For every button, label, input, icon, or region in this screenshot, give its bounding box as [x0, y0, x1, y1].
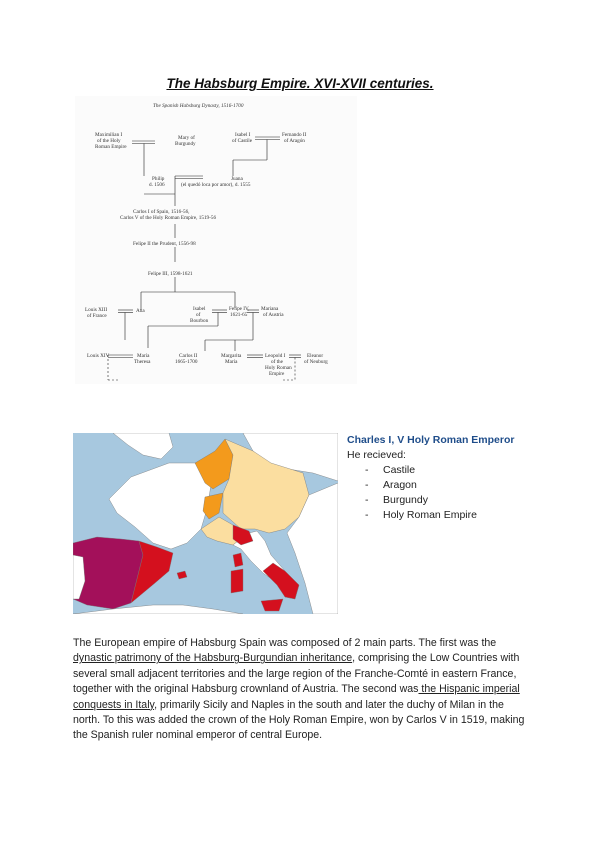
europe-map-svg	[73, 433, 338, 614]
page-title: The Habsburg Empire. XVI-XVII centuries.	[166, 76, 434, 91]
list-item: - Castile	[365, 464, 416, 476]
received-intro: He recieved:	[347, 449, 406, 461]
list-item-label: Aragon	[383, 479, 417, 491]
list-item-label: Burgundy	[383, 494, 428, 506]
map-sardinia	[231, 569, 243, 593]
tree-person-eleanor: Eleanor of Neuburg	[304, 353, 328, 365]
tree-person-juana: Juana (el quedó loca por amor), d. 1555	[181, 176, 251, 188]
list-item-label: Castile	[383, 464, 416, 476]
list-item: - Aragon	[365, 479, 417, 491]
paragraph-text-1: The European empire of Habsburg Spain was composed of 2 main parts. The first was the	[73, 637, 497, 649]
received-list	[347, 463, 557, 523]
link-hispanic-conquests[interactable]: the Hispanic imperial conquests in Italy	[73, 683, 520, 711]
paragraph-text-3: , primarily Sicily and Naples in the south and later the duchy of Milan in the north. To this was added the crown of the Holy Roman Empire, won by Carlos V in 1519, making the Spanish ruler nominal emperor of central Europe.	[73, 698, 525, 742]
tree-person-isabel-bourbon: Isabel of Bourbon	[190, 306, 209, 324]
tree-person-louis14: Louis XIV	[87, 353, 110, 359]
tree-heading: The Spanish Habsburg Dynasty, 1516-1700	[153, 103, 244, 109]
tree-person-leopold: Leopold I of the Holy Roman Empire	[265, 353, 292, 377]
paragraph-text-2: , comprising the Low Countries with several small adjacent territories and the large region of the Franche-Comté in eastern France, together with the original Habsburg crownland of Austria. The second was	[73, 652, 520, 696]
link-dynastic-patrimony[interactable]: dynastic patrimony of the Habsburg-Burgundian inheritance	[73, 652, 353, 665]
list-item: - Holy Roman Empire	[365, 509, 477, 521]
map-sicily	[261, 599, 283, 611]
charles-info-box	[347, 433, 557, 523]
family-tree-diagram	[75, 96, 357, 384]
list-item: - Burgundy	[365, 494, 428, 506]
tree-person-maria-theresa: María Theresa	[134, 353, 151, 365]
tree-person-mariana: Mariana of Austria	[261, 306, 284, 318]
tree-person-felipe3: Felipe III, 1598-1621	[148, 271, 193, 277]
tree-person-isabel: Isabel I of Castile	[232, 132, 253, 144]
tree-person-felipe4: Felipe IV, 1621-65	[229, 306, 250, 318]
tree-person-carlos2: Carlos II 1665-1700	[175, 353, 198, 365]
tree-person-fernando: Fernando II of Aragón	[282, 132, 307, 144]
map-corsica	[233, 553, 243, 567]
tree-person-felipe2: Felipe II the Prudent, 1556-98	[133, 241, 196, 247]
tree-person-maximilian: Maximilian I of the Holy Roman Empire	[95, 132, 127, 150]
tree-person-mary: Mary of Burgundy	[175, 135, 196, 147]
body-paragraph	[73, 636, 525, 744]
tree-person-ana: Ana	[136, 308, 145, 314]
family-tree-svg	[75, 96, 357, 384]
europe-map	[73, 433, 338, 614]
charles-heading: Charles I, V Holy Roman Emperor	[347, 434, 515, 446]
list-item-label: Holy Roman Empire	[383, 509, 477, 521]
tree-person-carlos: Carlos I of Spain, 1516-56, Carlos V of the Holy Roman Empire, 1519-56	[120, 209, 217, 221]
tree-person-louis13: Louis XIII of France	[85, 307, 108, 319]
tree-person-philip: Philip d. 1506	[149, 176, 165, 188]
tree-person-margarita: Margarita María	[221, 353, 242, 365]
